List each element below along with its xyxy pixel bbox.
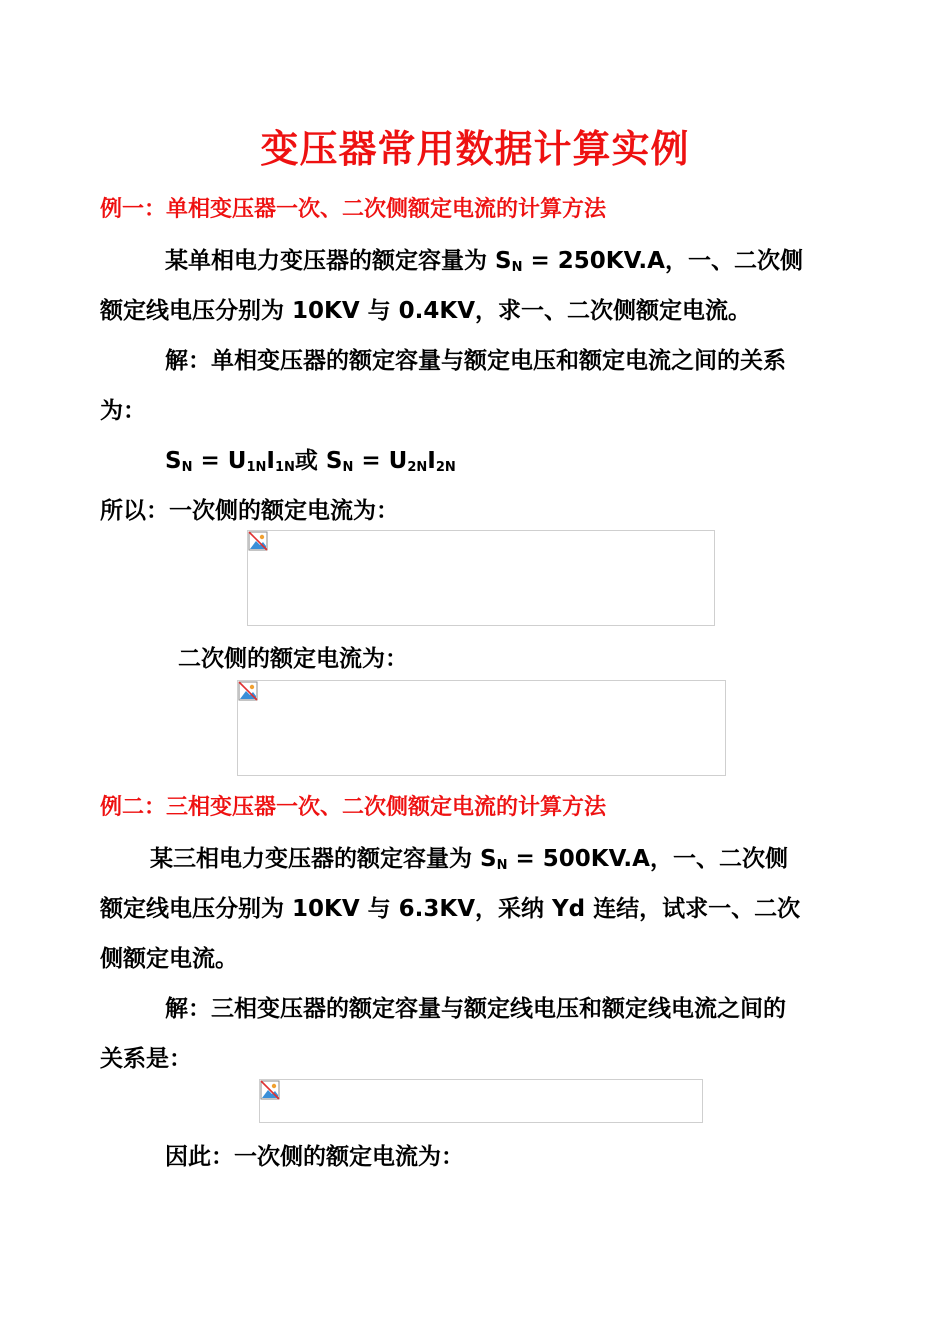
example1-heading: 例一：单相变压器一次、二次侧额定电流的计算方法 — [100, 197, 607, 222]
example2-para1-line2: 额定线电压分别为 10KV 与 6.3KV，采纳 Yd 连结，试求一、二次 — [100, 896, 801, 922]
formula-image-three-phase-relation — [259, 1079, 703, 1123]
example2-heading: 例二：三相变压器一次、二次侧额定电流的计算方法 — [100, 795, 607, 820]
broken-image-icon — [238, 681, 258, 701]
example1-secondary-current-label: 二次侧的额定电流为： — [178, 646, 408, 672]
example1-primary-current-label: 所以：一次侧的额定电流为： — [100, 498, 399, 524]
example2-para2-line2: 关系是： — [100, 1046, 192, 1072]
broken-image-icon — [260, 1080, 280, 1100]
example2-para2-line1: 解：三相变压器的额定容量与额定线电压和额定线电流之间的 — [165, 996, 786, 1022]
example1-para2-line2: 为： — [100, 398, 146, 424]
broken-image-icon — [248, 531, 268, 551]
example1-para2-line1: 解：单相变压器的额定容量与额定电压和额定电流之间的关系 — [165, 348, 786, 374]
example1-formula: $S_N = U_{1N}I_{1N}$或 $S_N = U_{2N}I_{2N}$ — [165, 448, 456, 475]
example2-para1-line1: 某三相电力变压器的额定容量为 $S_N = 500KV.A$，一、二次侧 — [150, 846, 788, 873]
example1-para1-line1: 某单相电力变压器的额定容量为 $S_N = 250KV.A$，一、二次侧 — [165, 248, 803, 275]
formula-image-primary-current — [247, 530, 715, 626]
formula-image-secondary-current — [237, 680, 726, 776]
example2-primary-current-label: 因此：一次侧的额定电流为： — [165, 1144, 464, 1170]
page-title: 变压器常用数据计算实例 — [260, 127, 690, 171]
example2-para1-line3: 侧额定电流。 — [100, 946, 238, 972]
example1-para1-line2: 额定线电压分别为 10KV 与 0.4KV，求一、二次侧额定电流。 — [100, 298, 752, 324]
